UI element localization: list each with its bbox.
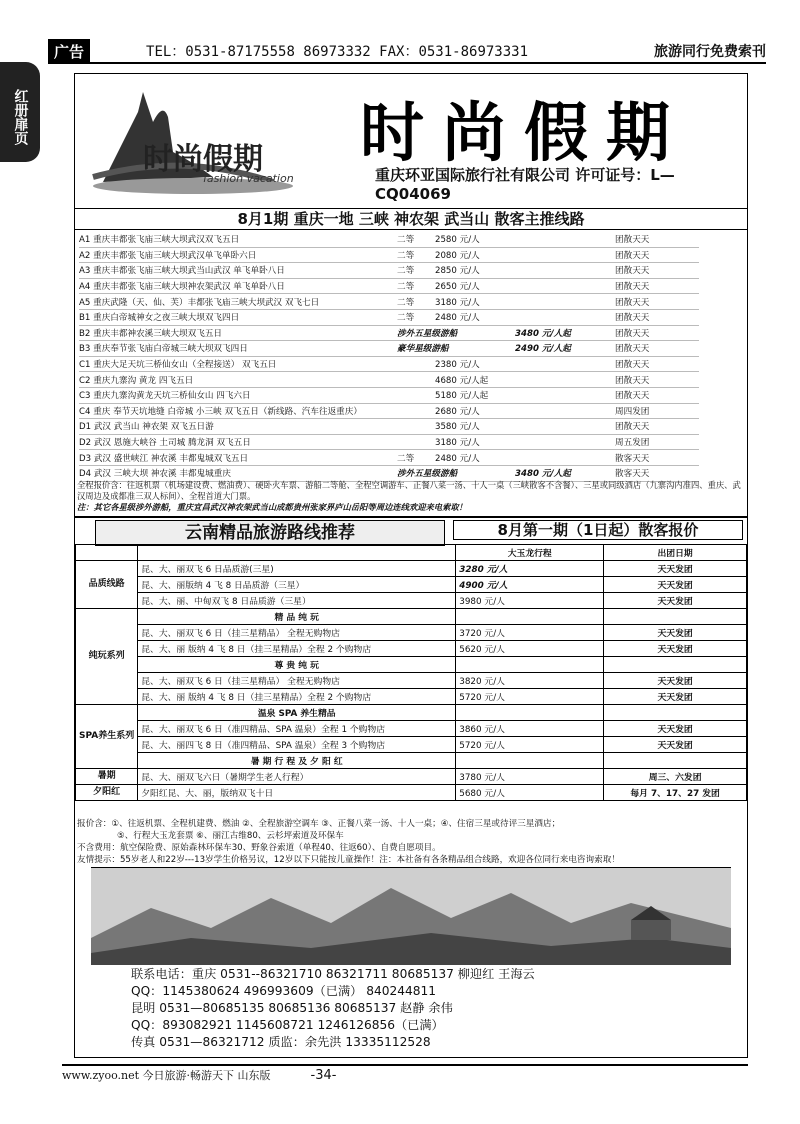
category-quality: 品质线路 <box>76 561 138 609</box>
route-row <box>79 232 699 248</box>
route-price: 3780 元/人 <box>456 769 604 785</box>
route-price: 4900 元/人 <box>456 577 604 593</box>
yunnan-table <box>75 544 747 801</box>
route-name: C1 重庆大足天坑三桥仙女山（全程接送） 双飞五日 <box>79 360 277 371</box>
category-summer: 暑期 <box>76 769 138 785</box>
route-name: 昆、大、丽、中甸双飞 8 日品质游（三星） <box>138 593 456 609</box>
table-row <box>76 785 747 801</box>
route-name: 昆、大、丽双飞 6 日（挂三星精品） 全程无购物店 <box>138 673 456 689</box>
route-name: A2 重庆丰都张飞庙三峡大坝武汉单飞单卧六日 <box>79 250 257 261</box>
table-row <box>76 625 747 641</box>
table-row <box>76 657 747 673</box>
table-row <box>76 705 747 721</box>
route-name: 昆、大、丽 版纳 4 飞 8 日（挂三星精品）全程 2 个购物店 <box>138 641 456 657</box>
category-pure: 纯玩系列 <box>76 609 138 705</box>
route-name: 昆、大、丽双飞 6 日（挂三星精品） 全程无购物店 <box>138 625 456 641</box>
contact-line: QQ：1145380624 496993609（已满） 840244811 <box>131 984 436 998</box>
top-bar <box>48 40 766 64</box>
route-price: 3180 元/人 <box>435 297 480 308</box>
route-price: 2480 元/人 <box>435 453 480 464</box>
route-price: 2680 元/人 <box>435 406 480 417</box>
route-date: 天天发团 <box>604 593 747 609</box>
table-cell <box>604 705 747 721</box>
route-date: 天天发团 <box>604 561 747 577</box>
table-row <box>76 545 747 561</box>
page-number: -34- <box>310 1067 337 1083</box>
table-row <box>76 561 747 577</box>
table-row <box>76 593 747 609</box>
route-dep: 团散天天 <box>615 313 650 324</box>
route-row <box>79 326 699 342</box>
contact-line: 联系电话：重庆 0531--86321710 86321711 80685137 柳迎红 王海云 <box>131 967 535 981</box>
route-dep: 团散天天 <box>615 360 650 371</box>
table-row <box>76 737 747 753</box>
route-price: 3820 元/人 <box>456 673 604 689</box>
route-dep: 散客天天 <box>615 469 650 480</box>
route-row <box>79 279 699 295</box>
route-date: 周三、六发团 <box>604 769 747 785</box>
route-dep: 团散天天 <box>615 266 650 277</box>
route-date: 天天发团 <box>604 689 747 705</box>
route-price: 5680 元/人 <box>456 785 604 801</box>
route-grade: 二等 <box>397 297 415 308</box>
route-price: 3580 元/人 <box>435 422 480 433</box>
table-row <box>76 753 747 769</box>
page-footer <box>62 1064 748 1084</box>
route-list <box>79 232 699 482</box>
route-row <box>79 248 699 264</box>
yunnan-notes <box>77 818 745 866</box>
summer-head: 暑 期 行 程 及 夕 阳 红 <box>138 753 456 769</box>
footer-site: www.zyoo.net 今日旅游·畅游天下 山东版 <box>62 1069 271 1082</box>
table-cell <box>76 545 138 561</box>
table-cell <box>456 609 604 625</box>
table-cell <box>456 753 604 769</box>
route-name: A4 重庆丰都张飞庙三峡大坝神农架武汉 单飞单卧八日 <box>79 282 285 293</box>
route-row <box>79 372 699 388</box>
contact-info <box>131 966 691 1051</box>
table-row <box>76 721 747 737</box>
route-name: 昆、大、丽双飞 6 日品质游(三星) <box>138 561 456 577</box>
route-date: 天天发团 <box>604 673 747 689</box>
yunnan-subtitle: 8月第一期（1日起）散客报价 <box>453 520 743 540</box>
section1-note2: 注：其它各星级涉外游船，重庆宜昌武汉神农架武当山成都贵州张家界庐山岳阳等周边连线欢迎来电索取！ <box>77 502 467 512</box>
ad-frame <box>74 73 748 1058</box>
route-name: A3 重庆丰都张飞庙三峡大坝武当山武汉 单飞单卧八日 <box>79 266 285 277</box>
route-name: A1 重庆丰都张飞庙三峡大坝武汉双飞五日 <box>79 235 240 246</box>
route-price: 2490 元/人起 <box>515 344 571 355</box>
logo <box>83 82 313 200</box>
route-date: 天天发团 <box>604 721 747 737</box>
route-row <box>79 341 699 357</box>
route-price: 3980 元/人 <box>456 593 604 609</box>
section1-title: 8月1期 重庆一地 三峡 神农架 武当山 散客主推线路 <box>75 208 747 230</box>
route-dep: 周四发团 <box>615 406 650 417</box>
table-cell <box>604 657 747 673</box>
ad-tag: 广告 <box>48 39 90 64</box>
route-grade: 二等 <box>397 235 415 246</box>
route-row <box>79 450 699 466</box>
scenery-photo-icon <box>91 868 731 965</box>
route-name: D2 武汉 恩施大峡谷 土司城 腾龙洞 双飞五日 <box>79 438 251 449</box>
route-dep: 团散天天 <box>615 235 650 246</box>
route-name: B2 重庆丰都神农溪三峡大坝双飞五日 <box>79 328 223 339</box>
table-row <box>76 577 747 593</box>
table-cell <box>604 753 747 769</box>
contact-line: QQ：893082921 1145608721 1246126856（已满） <box>131 1018 444 1032</box>
route-grade: 涉外五星级游船 <box>397 328 458 339</box>
route-price: 3860 元/人 <box>456 721 604 737</box>
route-date: 天天发团 <box>604 625 747 641</box>
table-row <box>76 689 747 705</box>
route-row <box>79 435 699 451</box>
noble-head: 尊 贵 纯 玩 <box>138 657 456 673</box>
route-name: B1 重庆白帝城神女之夜三峡大坝双飞四日 <box>79 313 240 324</box>
route-name: D1 武汉 武当山 神农架 双飞五日游 <box>79 422 214 433</box>
table-cell <box>604 609 747 625</box>
route-name: 昆、大、丽四飞 8 日（准四精品、SPA 温泉）全程 3 个购物店 <box>138 737 456 753</box>
yunnan-header <box>75 516 747 542</box>
side-tab: 红册扉页 <box>0 62 40 162</box>
route-name: B3 重庆奉节张飞庙白帝城三峡大坝双飞四日 <box>79 344 248 355</box>
route-name: A5 重庆武隆（天、仙、芙）丰都张飞庙三峡大坝武汉 双飞七日 <box>79 297 320 308</box>
route-price: 2080 元/人 <box>435 250 480 261</box>
route-row <box>79 357 699 373</box>
route-price: 2650 元/人 <box>435 282 480 293</box>
table-cell <box>456 705 604 721</box>
col-price-header: 大玉龙行程 <box>456 545 604 561</box>
route-price: 2580 元/人 <box>435 235 480 246</box>
route-grade: 二等 <box>397 282 415 293</box>
top-contact: TEL：0531-87175558 86973332 FAX：0531-86973331 <box>146 44 529 60</box>
route-dep: 团散天天 <box>615 391 650 402</box>
spa-head: 温泉 SPA 养生精品 <box>138 705 456 721</box>
route-price: 3180 元/人 <box>435 438 480 449</box>
table-cell <box>456 657 604 673</box>
note-line: 报价含：①、往返机票、全程机建费、燃油 ②、全程旅游空调车 ③、正餐八菜一汤、十人一桌；④、住宿三星或待评三星酒店； <box>77 819 561 829</box>
route-dep: 团散天天 <box>615 297 650 308</box>
route-price: 3280 元/人 <box>456 561 604 577</box>
route-price: 5720 元/人 <box>456 689 604 705</box>
route-grade: 豪华星级游船 <box>397 344 449 355</box>
route-grade: 涉外五星级游船 <box>397 469 458 480</box>
top-right-text: 旅游同行免费索刊 <box>654 44 766 60</box>
route-price: 5620 元/人 <box>456 641 604 657</box>
route-dep: 团散天天 <box>615 375 650 386</box>
route-row <box>79 263 699 279</box>
route-date: 天天发团 <box>604 577 747 593</box>
note-line: 友情提示：55岁老人和22岁---13岁学生价格另议，12岁以下只能按儿童操作！注：本社备有各条精品组合线路，欢迎各位同行来电咨询索取！ <box>77 855 620 865</box>
category-spa: SPA养生系列 <box>76 705 138 769</box>
route-name: 昆、大、丽双飞 6 日（准四精品、SPA 温泉）全程 1 个购物店 <box>138 721 456 737</box>
contact-line: 传真 0531—86321712 质监：余先洪 13335112528 <box>131 1035 431 1049</box>
col-date-header: 出团日期 <box>604 545 747 561</box>
route-grade: 二等 <box>397 250 415 261</box>
table-row <box>76 609 747 625</box>
table-cell <box>138 545 456 561</box>
route-dep: 团散天天 <box>615 328 650 339</box>
section1-notes <box>77 480 745 513</box>
route-grade: 二等 <box>397 453 415 464</box>
route-date: 天天发团 <box>604 737 747 753</box>
route-name: 昆、大、丽版纳 4 飞 8 日品质游（三星） <box>138 577 456 593</box>
route-price: 5180 元/人起 <box>435 391 489 402</box>
route-dep: 团散天天 <box>615 344 650 355</box>
route-name: 昆、大、丽双飞六日（暑期学生老人行程） <box>138 769 456 785</box>
route-dep: 散客天天 <box>615 453 650 464</box>
route-price: 3480 元/人起 <box>515 469 571 480</box>
category-sunset: 夕阳红 <box>76 785 138 801</box>
contact-line: 昆明 0531—80685135 80685136 80685137 赵静 余伟 <box>131 1001 453 1015</box>
table-row <box>76 673 747 689</box>
route-date: 每月 7、17、27 发团 <box>604 785 747 801</box>
ad-header <box>75 74 747 208</box>
route-row <box>79 310 699 326</box>
route-grade: 二等 <box>397 266 415 277</box>
route-grade: 二等 <box>397 313 415 324</box>
route-price: 2480 元/人 <box>435 313 480 324</box>
route-date: 天天发团 <box>604 641 747 657</box>
route-name: 夕阳红昆、大、丽，版纳双飞十日 <box>138 785 456 801</box>
route-dep: 团散天天 <box>615 282 650 293</box>
logo-text: 时尚假期 <box>143 142 263 177</box>
route-row <box>79 388 699 404</box>
section1-included: 全程报价含：往返机票（机场建设费、燃油费）、硬卧火车票、游船二等舱、全程空调游车、正餐八菜一汤、十人一桌（三峡散客不含餐）、三星或同级酒店（九寨沟内准四、重庆、武汉周边及成都准三双人标间）、全程首道大门票。 <box>77 480 741 501</box>
scenery-photo <box>91 867 731 965</box>
company-license: 重庆环亚国际旅行社有限公司 许可证号：L—CQ04069 <box>375 166 675 203</box>
route-row <box>79 404 699 420</box>
route-name: C3 重庆九寨沟黄龙天坑三桥仙女山 四飞六日 <box>79 391 251 402</box>
route-price: 2380 元/人 <box>435 360 480 371</box>
route-price: 3720 元/人 <box>456 625 604 641</box>
pure-head: 精 品 纯 玩 <box>138 609 456 625</box>
logo-subtitle: fashion vacation <box>203 172 294 185</box>
route-price: 2850 元/人 <box>435 266 480 277</box>
route-name: C4 重庆 奉节天坑地缝 白帝城 小三峡 双飞五日（新线路、汽车往返重庆） <box>79 406 362 417</box>
route-price: 4680 元/人起 <box>435 375 489 386</box>
route-price: 5720 元/人 <box>456 737 604 753</box>
note-line: ⑤、行程大玉龙套票 ⑥、丽江古维80、云杉坪索道及环保车 <box>117 831 344 841</box>
route-name: C2 重庆九寨沟 黄龙 四飞五日 <box>79 375 194 386</box>
route-name: D3 武汉 盛世峡江 神农溪 丰都鬼城双飞五日 <box>79 453 249 464</box>
route-dep: 团散天天 <box>615 422 650 433</box>
route-row <box>79 294 699 310</box>
route-dep: 周五发团 <box>615 438 650 449</box>
note-line: 不含费用：航空保险费、原始森林环保车30、野象谷索道（单程40、往返60）、自费自愿项目。 <box>77 843 441 853</box>
route-name: 昆、大、丽 版纳 4 飞 8 日（挂三星精品）全程 2 个购物店 <box>138 689 456 705</box>
table-row <box>76 641 747 657</box>
route-dep: 团散天天 <box>615 250 650 261</box>
route-price: 3480 元/人起 <box>515 328 571 339</box>
yunnan-title: 云南精品旅游路线推荐 <box>95 520 445 546</box>
route-name: D4 武汉 三峡大坝 神农溪 丰都鬼城重庆 <box>79 469 231 480</box>
table-row <box>76 769 747 785</box>
main-title: 时尚假期 <box>360 97 688 171</box>
route-row <box>79 419 699 435</box>
